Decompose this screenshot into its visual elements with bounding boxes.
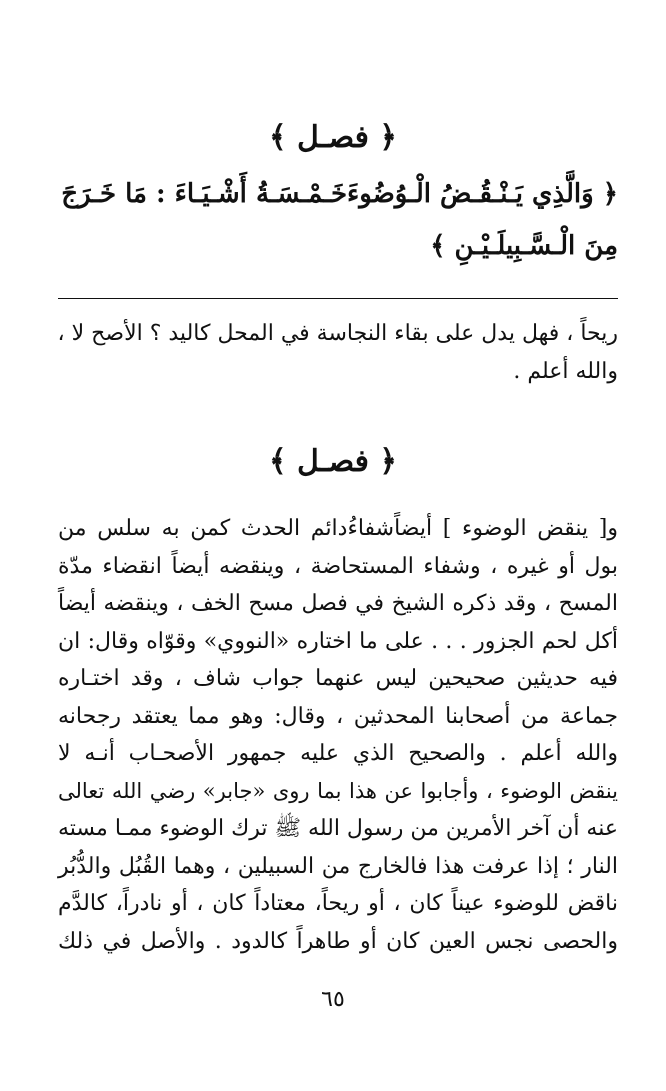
footnote-text xyxy=(58,315,618,391)
matn-quote xyxy=(58,168,618,272)
section-heading-first: ﴿ فصـل ﴾ xyxy=(269,120,397,155)
main-line-7: والله أعلم . والصحيح الذي عليه جمهور الأصحـاب أنـه لا xyxy=(58,741,618,766)
quote-line-2: مِنَ الْـسَّـبِيلَـيْـنِ ﴾ xyxy=(430,231,618,261)
main-line-8: ينقض الوضوء ، وأجابوا عن هذا بما روى «جابر» رضي الله تعالى xyxy=(58,778,618,803)
main-line-6: جماعة من أصحابنا المحدثين ، وقال: وهو مما يعتقد رجحانه xyxy=(58,703,618,729)
main-line-12: والحصى نجس العين كان أو طاهراً كالدود . والأصل في ذلك xyxy=(58,928,618,954)
page-number: ٦٥ xyxy=(321,987,345,1012)
main-line-1: و[ ينقض الوضوء ] أيضاًشفاءُدائم الحدث كمن به سلس من xyxy=(58,516,618,541)
quote-line-1: ﴿ وَالَّذِي يَـنْـقُـضُ الْـوُضُوءَخَـمْـسَـةُ أَشْـيَـاءَ : مَا خَـرَجَ xyxy=(61,179,618,209)
footnote-line-1: ريحاً ، فهل يدل على بقاء النجاسة في المحل كاليد ؟ الأصح لا ، xyxy=(57,321,618,346)
main-text xyxy=(58,510,618,960)
main-line-2: بول أو غيره ، وشفاء المستحاضة ، وينقضه أيضاً انقضاء مدّة xyxy=(58,553,618,579)
main-line-5: فيه حديثين صحيحين ليس عنهما جواب شاف ، وقد اختـاره xyxy=(58,666,618,691)
main-line-10: النار ؛ إذا عرفت هذا فالخارج من السبيلين ، وهما القُبُل والدُّبُر xyxy=(58,853,618,879)
section-heading-second: ﴿ فصـل ﴾ xyxy=(269,444,397,479)
main-line-9: عنه أن آخر الأمرين من رسول الله ﷺ ترك الوضوء ممـا مسته xyxy=(58,816,618,841)
main-line-4: أكل لحم الجزور . . . على ما اختاره «النووي» وقوّاه وقال: ان xyxy=(58,628,618,654)
main-line-3: المسح ، وقد ذكره الشيخ في فصل مسح الخف ، وينقضه أيضاً xyxy=(58,591,618,616)
footnote-line-2: والله أعلم . xyxy=(513,359,618,384)
footnote-divider xyxy=(58,298,618,299)
main-line-11: ناقض للوضوء عيناً كان ، أو ريحاً، معتاداً كان ، أو نادراً، كالدَّم xyxy=(58,891,618,916)
